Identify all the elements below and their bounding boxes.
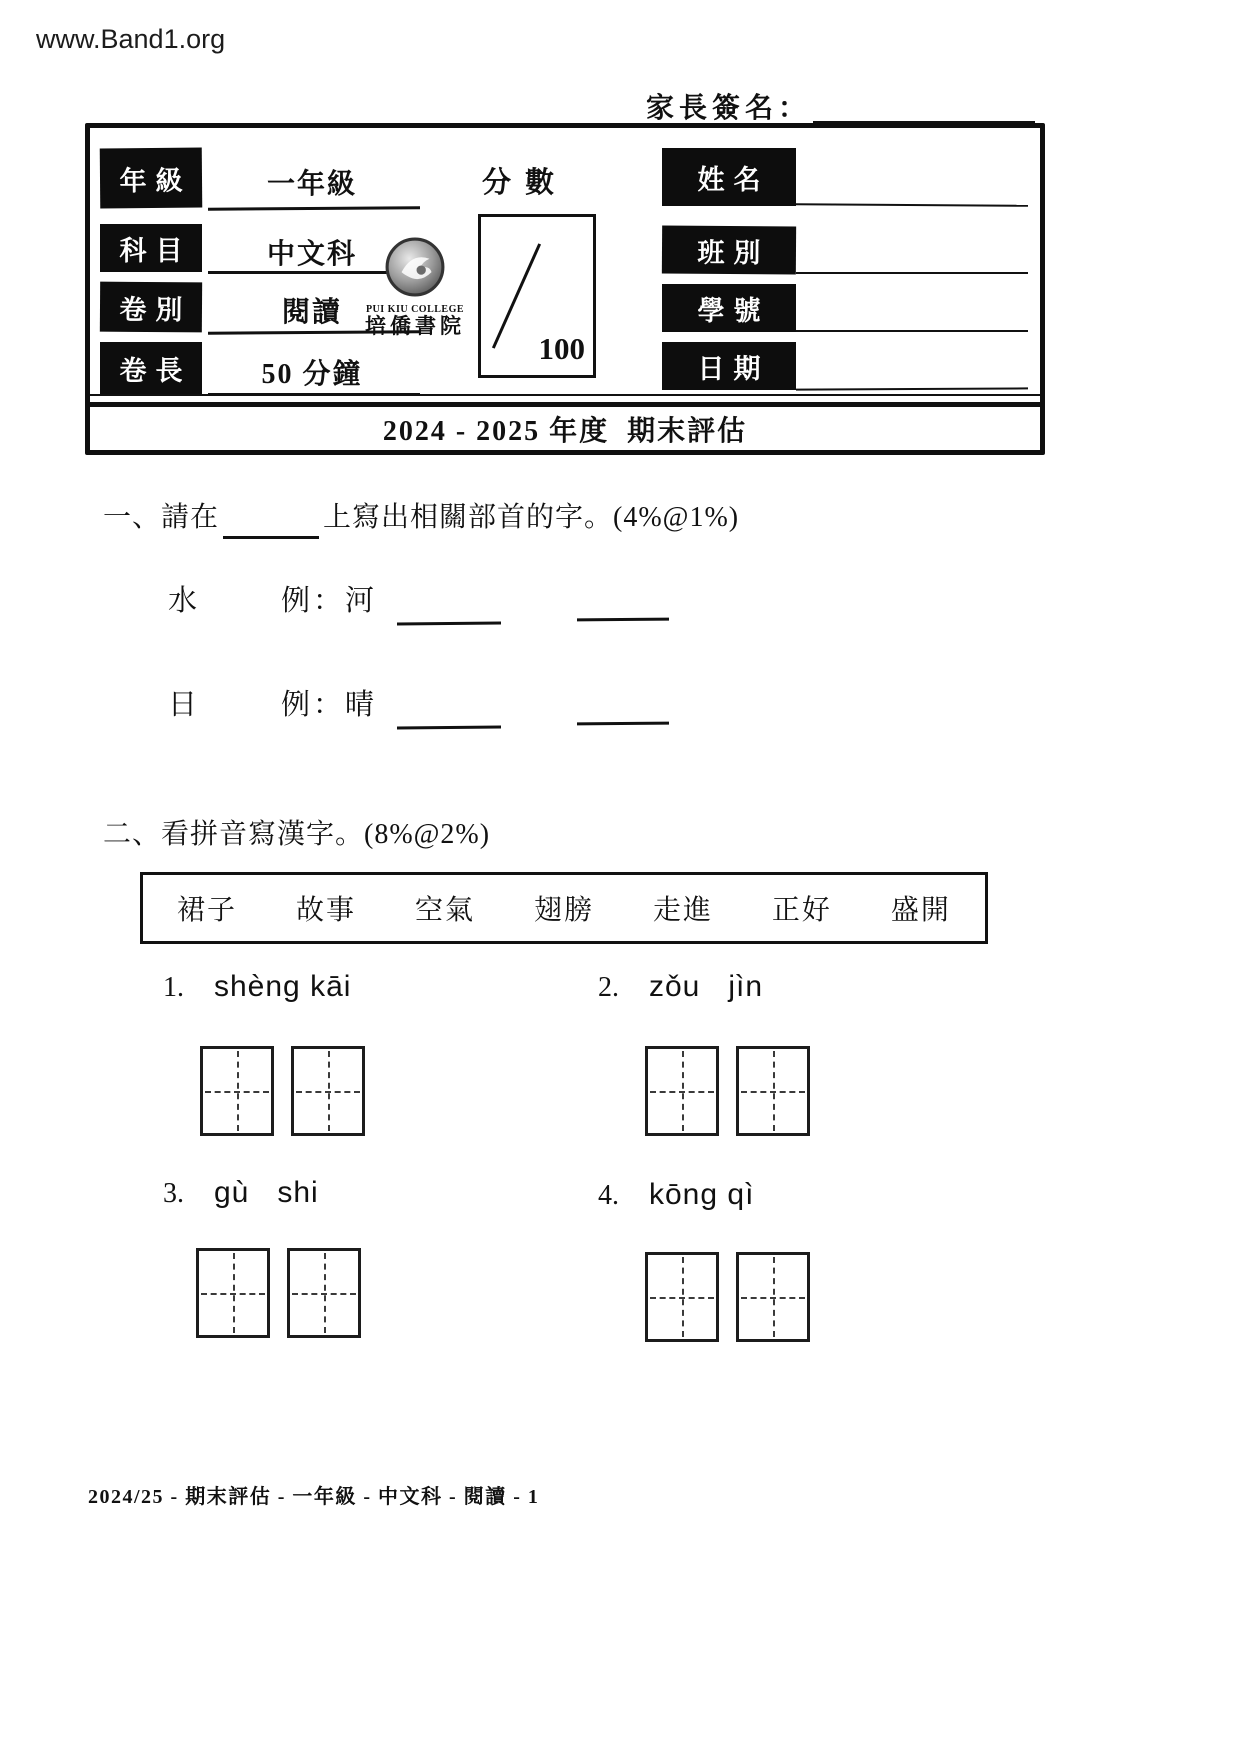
answer-blank[interactable]	[577, 618, 669, 622]
section-one-title-prefix: 一、請在	[103, 502, 220, 533]
date-input-line[interactable]	[796, 387, 1028, 390]
parent-signature-label: 家長簽名：	[646, 93, 812, 124]
writing-boxes-item-3	[196, 1248, 361, 1338]
horizontal-guide-line	[201, 1293, 265, 1295]
horizontal-guide-line	[741, 1091, 805, 1093]
radical-water-example: 例：河	[281, 585, 378, 617]
radical-sun: 日	[168, 689, 198, 721]
page-footer: 2024/25 - 期末評估 - 一年級 - 中文科 - 閱讀 - 1	[88, 1486, 540, 1508]
writing-box-cell[interactable]	[736, 1046, 810, 1136]
item-number: 2.	[598, 972, 619, 1003]
writing-box-cell[interactable]	[291, 1046, 365, 1136]
class-label: 班別	[662, 226, 796, 275]
answer-blank[interactable]	[397, 725, 501, 729]
section-one-title-suffix: 上寫出相關部首的字。(4%@1%)	[323, 502, 740, 533]
section-two-title	[103, 812, 490, 852]
word-bank-word: 裙子	[177, 895, 238, 926]
writing-boxes-item-4	[645, 1252, 810, 1342]
writing-box-cell[interactable]	[200, 1046, 274, 1136]
grade-underline	[208, 206, 420, 210]
grade-label: 年級	[100, 148, 203, 209]
radical-sun-example: 例：晴	[281, 689, 378, 721]
radical-row-water	[168, 578, 669, 619]
radical-row-sun	[168, 682, 669, 723]
paper-type-label: 卷別	[100, 282, 202, 333]
paper-type-value: 閱讀	[281, 297, 342, 328]
section-one-title-blank	[223, 536, 319, 539]
name-label: 姓名	[662, 148, 796, 206]
section-one-title	[103, 495, 739, 535]
exam-title-banner: 2024 - 2025 年度 期末評估	[90, 402, 1040, 450]
word-bank-word: 盛開	[890, 895, 951, 926]
horizontal-guide-line	[650, 1297, 714, 1299]
pinyin-text: kōng qì	[649, 1178, 755, 1211]
item-number: 3.	[163, 1178, 184, 1209]
horizontal-guide-line	[741, 1297, 805, 1299]
writing-box-cell[interactable]	[736, 1252, 810, 1342]
horizontal-guide-line	[296, 1091, 360, 1093]
horizontal-guide-line	[650, 1091, 714, 1093]
word-bank-word: 翅膀	[533, 895, 594, 926]
header-divider-line	[90, 394, 1040, 396]
radical-water: 水	[168, 585, 198, 617]
student-number-label: 學號	[662, 284, 796, 332]
writing-box-cell[interactable]	[645, 1046, 719, 1136]
pinyin-text: shèng kāi	[214, 970, 352, 1003]
pinyin-item-2	[598, 970, 763, 1004]
writing-box-cell[interactable]	[645, 1252, 719, 1342]
section-two-title-text: 二、看拼音寫漢字。(8%@2%)	[103, 819, 491, 850]
name-input-line[interactable]	[796, 203, 1028, 207]
answer-blank[interactable]	[577, 722, 669, 726]
word-bank-word: 走進	[652, 895, 713, 926]
answer-blank[interactable]	[397, 621, 501, 625]
score-max-value: 100	[538, 331, 585, 366]
school-name-en: PUI KIU COLLEGE	[365, 303, 465, 315]
duration-label: 卷長	[100, 342, 202, 394]
duration-value: 50 分鐘	[261, 359, 363, 390]
writing-box-cell[interactable]	[287, 1248, 361, 1338]
word-bank-word: 空氣	[414, 895, 475, 926]
subject-label: 科目	[100, 224, 202, 272]
pinyin-text: gù shi	[214, 1176, 319, 1209]
school-name-zh: 培僑書院	[365, 314, 465, 339]
pinyin-item-1	[163, 970, 351, 1004]
item-number: 4.	[598, 1180, 619, 1211]
pinyin-text: zǒu jìn	[649, 970, 764, 1003]
horizontal-guide-line	[292, 1293, 356, 1295]
date-label: 日期	[662, 342, 796, 390]
pinyin-item-3	[163, 1176, 319, 1210]
writing-boxes-item-2	[645, 1046, 810, 1136]
pinyin-item-4	[598, 1178, 754, 1212]
exam-header-box	[85, 123, 1045, 455]
school-crest-icon	[384, 236, 446, 298]
student-number-input-line[interactable]	[796, 330, 1028, 332]
writing-boxes-item-1	[200, 1046, 365, 1136]
item-number: 1.	[163, 972, 184, 1003]
class-input-line[interactable]	[796, 272, 1028, 274]
score-slash-line	[492, 243, 541, 348]
site-watermark: www.Band1.org	[36, 24, 226, 54]
parent-signature-row	[646, 86, 1035, 126]
score-label: 分數	[482, 167, 569, 199]
school-logo	[348, 236, 482, 337]
word-bank-box	[140, 872, 988, 944]
subject-value: 中文科	[266, 239, 357, 270]
grade-value: 一年級	[266, 169, 357, 200]
writing-box-cell[interactable]	[196, 1248, 270, 1338]
word-bank-word: 正好	[771, 895, 832, 926]
score-box[interactable]	[478, 214, 596, 378]
word-bank-word: 故事	[295, 895, 356, 926]
horizontal-guide-line	[205, 1091, 269, 1093]
